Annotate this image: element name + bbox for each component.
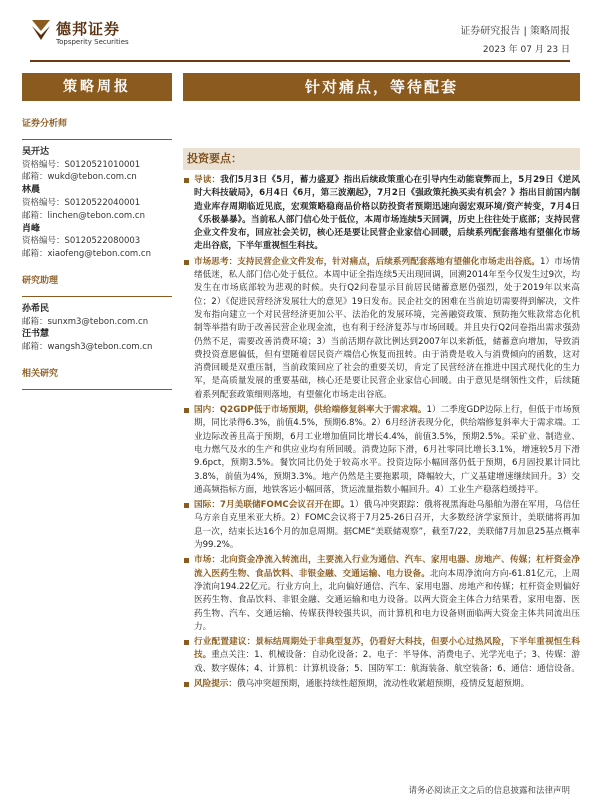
bullet-text: 重点关注：1、机械设备：自动化设备；2、电子：半导体、消费电子、光学光电子；3、传媒：游戏、数字媒体；4、计算机：计算机设备；5、国防军工：航海装备、航空装备；6、通信：通信设备。 (194, 650, 580, 674)
bullet-text: 1）市场情绪低迷，私人部门信心处于低位。本周中证全指连续5天出现回调，回溯2014年至今仅发生过9次，均发生在市场底部较为悲观的时候。央行Q2问卷显示目前居民储蓄意愿仍强烈，处于2019年以来高位；2）《促进民营经济发展壮大的意见》19日发布。民企社交的困难在当前迫切需要得到解决，文件发布指向建立一个对民营经济更加公平、法治化的发展环境，完善融资政策、预防拖欠账款常态化机制等举措有助于改善民营企业现金流，也有利于经济复苏与市场回暖。并且央行Q2问卷指出需求强劲仍然不足，需要改善消费环境；3）当前活期存款比例达到2007年以来新低，储蓄意向增加，导致消费投资意愿偏低，但有望随着居民资产端信心恢复而扭转。由于消费是收入与消费倾向的函数，这对消费回暖是双重压制，当前政策回应了社会的重要关切，肯定了民营经济在推进中国式现代化的生力军，是高质量发展的重要基础，核心还是要让民营企业家信心回暖。由于意见是纲领性文件，后续随着系列配套政策细则落地，有望催化市场走出谷底。 (194, 256, 580, 400)
bullet-list (183, 174, 580, 691)
bullet-text: 1）俄乌冲突跟踪：俄将视黑海赴乌船舶为潜在军用，乌信任乌方亲自克里米亚大桥。2）FOMC会议将于7月25-26日召开，大多数经济学家预计，美联储将再加息一次，结束长达16个月的加息周期。据CME“美联储观察”，截至7/22，美联储7月加息25基点概率为99.2%。 (194, 500, 580, 551)
bullet-text: 俄乌冲突超预期，通胀持续性超预期，流动性收紧超预期，疫情反复超预期。 (236, 678, 530, 689)
logo-cn-text: 德邦证券 (56, 20, 121, 38)
bullet-item (183, 404, 580, 497)
bullet-lead: 风险提示： (194, 678, 237, 689)
bullet-item (183, 174, 580, 254)
related-divider (22, 389, 172, 390)
summary-bar (183, 148, 580, 170)
legal-disclaimer: 请务必阅读正文之后的信息披露和法律声明 (408, 786, 570, 796)
bullet-lead: 国际：7月美联储FOMC会议召开在即。 (194, 500, 350, 511)
bullet-lead: 市场思考：支持民营企业文件发布，针对痛点，后续系列配套落地有望催化市场走出谷底。 (194, 256, 540, 267)
bullet-item (183, 678, 580, 691)
bullet-lead: 行业配置建议：景标结周期处于非典型复苏，仍看好大科技，但要小心过热风险，下半年重视恒生科技。 (194, 637, 580, 661)
analyst-name: 肖峰 (22, 223, 41, 234)
bullet-square-icon (184, 503, 189, 508)
related-section (22, 368, 172, 390)
summary-heading: 投资要点： (187, 152, 242, 165)
related-heading: 相关研究 (22, 368, 59, 379)
researcher-section (22, 275, 172, 354)
bullet-item (183, 554, 580, 634)
bullet-item (183, 256, 580, 402)
bullet-lead: 市场：北向资金净流入转流出，主要流入行业为通信、汽车、家用电器、房地产、传媒；杠杆资金净流入医药生物、食品饮料、非银金融、交通运输、电力设备。 (194, 555, 580, 579)
bullet-lead: 导读： (194, 175, 221, 185)
analyst-name: 吴开达 (22, 146, 50, 157)
analyst-cert: 资格编号：S0120522040001 (22, 197, 141, 208)
bullet-text: 1）二季度GDP边际上行，但低于市场预期，同比录得6.3%，前值4.5%，预期6.8%。2）6月经济表现分化，供给端修复斜率大于需求端。工业边际改善且高于预期，6月工业增加值同比增长4.4%，前值3.5%，预期2.5%。采矿业、制造业、电力燃气及水的生产和供应业均有所回暖。消费边际下滑，6月社零同比增长3.1%，增速较5月下滑9.6pct，预期3.5%。餐饮同比仍处于较高水平。投资边际小幅回落仍低于预期，6月固投累计同比3.8%，前值为4%，预期3.3%。地产仍然是主要拖累项，降幅较大，广义基建增速继续回升。3）交通高频指标方面，地铁客运小幅回落，货运流量指数小幅回升。4）工业生产稳落趋缓持平。 (194, 405, 580, 495)
analyst-2 (22, 184, 172, 222)
bullet-text: 我们5月3日《5月，蓄力盛夏》指出后续政策重心在引导内生动能衰弊而上，5月29日《逆风时大科技破局》，6月4日《6月，第三波潮起》，7月2日《强政策托换买卖有机会？》指出目前国内制造业库存周期临近见底，宏观策略稳商品价格以防投资者预期迅速向弱宏观环境/资产转变，7月4日《乐极暴暴》。当前私人部门信心处于低位，本周市场连续5天回调，历史上往往处于底部；支持民营企业文件发布，回应社会关切，核心还是要让民营企业家信心回暖，后续系列配套落地有望催化市场走出谷底，下半年重视恒生科技。 (194, 175, 580, 252)
analyst-3 (22, 223, 172, 261)
company-logo (30, 18, 180, 52)
main-content (183, 148, 580, 693)
researcher-heading: 研究助理 (22, 275, 59, 286)
report-date: 2023 年 07 月 23 日 (482, 45, 570, 55)
logo-en-text: Topsperity Securities (56, 38, 129, 46)
analyst-1 (22, 146, 172, 184)
bullet-square-icon (184, 178, 189, 183)
bullet-square-icon (184, 260, 189, 265)
analyst-email[interactable]: 邮箱：xiaofeng@tebon.com.cn (22, 249, 151, 260)
bullet-square-icon (184, 558, 189, 563)
bullet-square-icon (184, 640, 189, 645)
bullet-lead: 国内：Q2GDP低于市场预期，供给端修复斜率大于需求端。 (194, 405, 427, 416)
sidebar-title: 策略周报 (22, 73, 172, 101)
bullet-item (183, 636, 580, 676)
bullet-square-icon (184, 408, 189, 413)
researcher-email[interactable]: 邮箱：wangsh3@tebon.com.cn (22, 342, 153, 353)
analyst-cert: 资格编号：S0120522080003 (22, 236, 141, 247)
researcher-name: 汪书慧 (22, 329, 50, 340)
researcher-divider (22, 296, 172, 297)
analyst-heading: 证券分析师 (22, 119, 68, 129)
page-title: 针对痛点，等待配套 (183, 73, 580, 101)
researcher-name: 孙希民 (22, 303, 50, 314)
analyst-cert: 资格编号：S0120521010001 (22, 159, 141, 170)
researcher-email[interactable]: 邮箱：sunxm3@tebon.com.cn (22, 316, 149, 327)
report-type: 证券研究报告 | 策略周报 (460, 26, 570, 37)
bullet-item (183, 499, 580, 552)
bullet-square-icon (184, 682, 189, 687)
analyst-email[interactable]: 邮箱：wukd@tebon.com.cn (22, 172, 137, 183)
bullet-text: 北向本周净流向方向-61.81亿元，上周净流向194.22亿元。行业方向上，北向偏好通信、汽车、家用电器、房地产和传媒；杠杆资金则偏好医药生物、食品饮料、非银金融、交通运输和电力设备。以两大资金主体合力结果看，家用电器、医药生物、汽车、交通运输、传媒获得较强共识，而计算机和电力设备则面临两大资金主体共同流出压力。 (194, 568, 580, 632)
tebon-logo-icon (30, 18, 52, 42)
analyst-divider (22, 139, 172, 140)
sidebar (22, 118, 172, 396)
analyst-email[interactable]: 邮箱：linchen@tebon.com.cn (22, 210, 145, 221)
analyst-name: 林晨 (22, 185, 41, 196)
header-divider (30, 60, 570, 62)
